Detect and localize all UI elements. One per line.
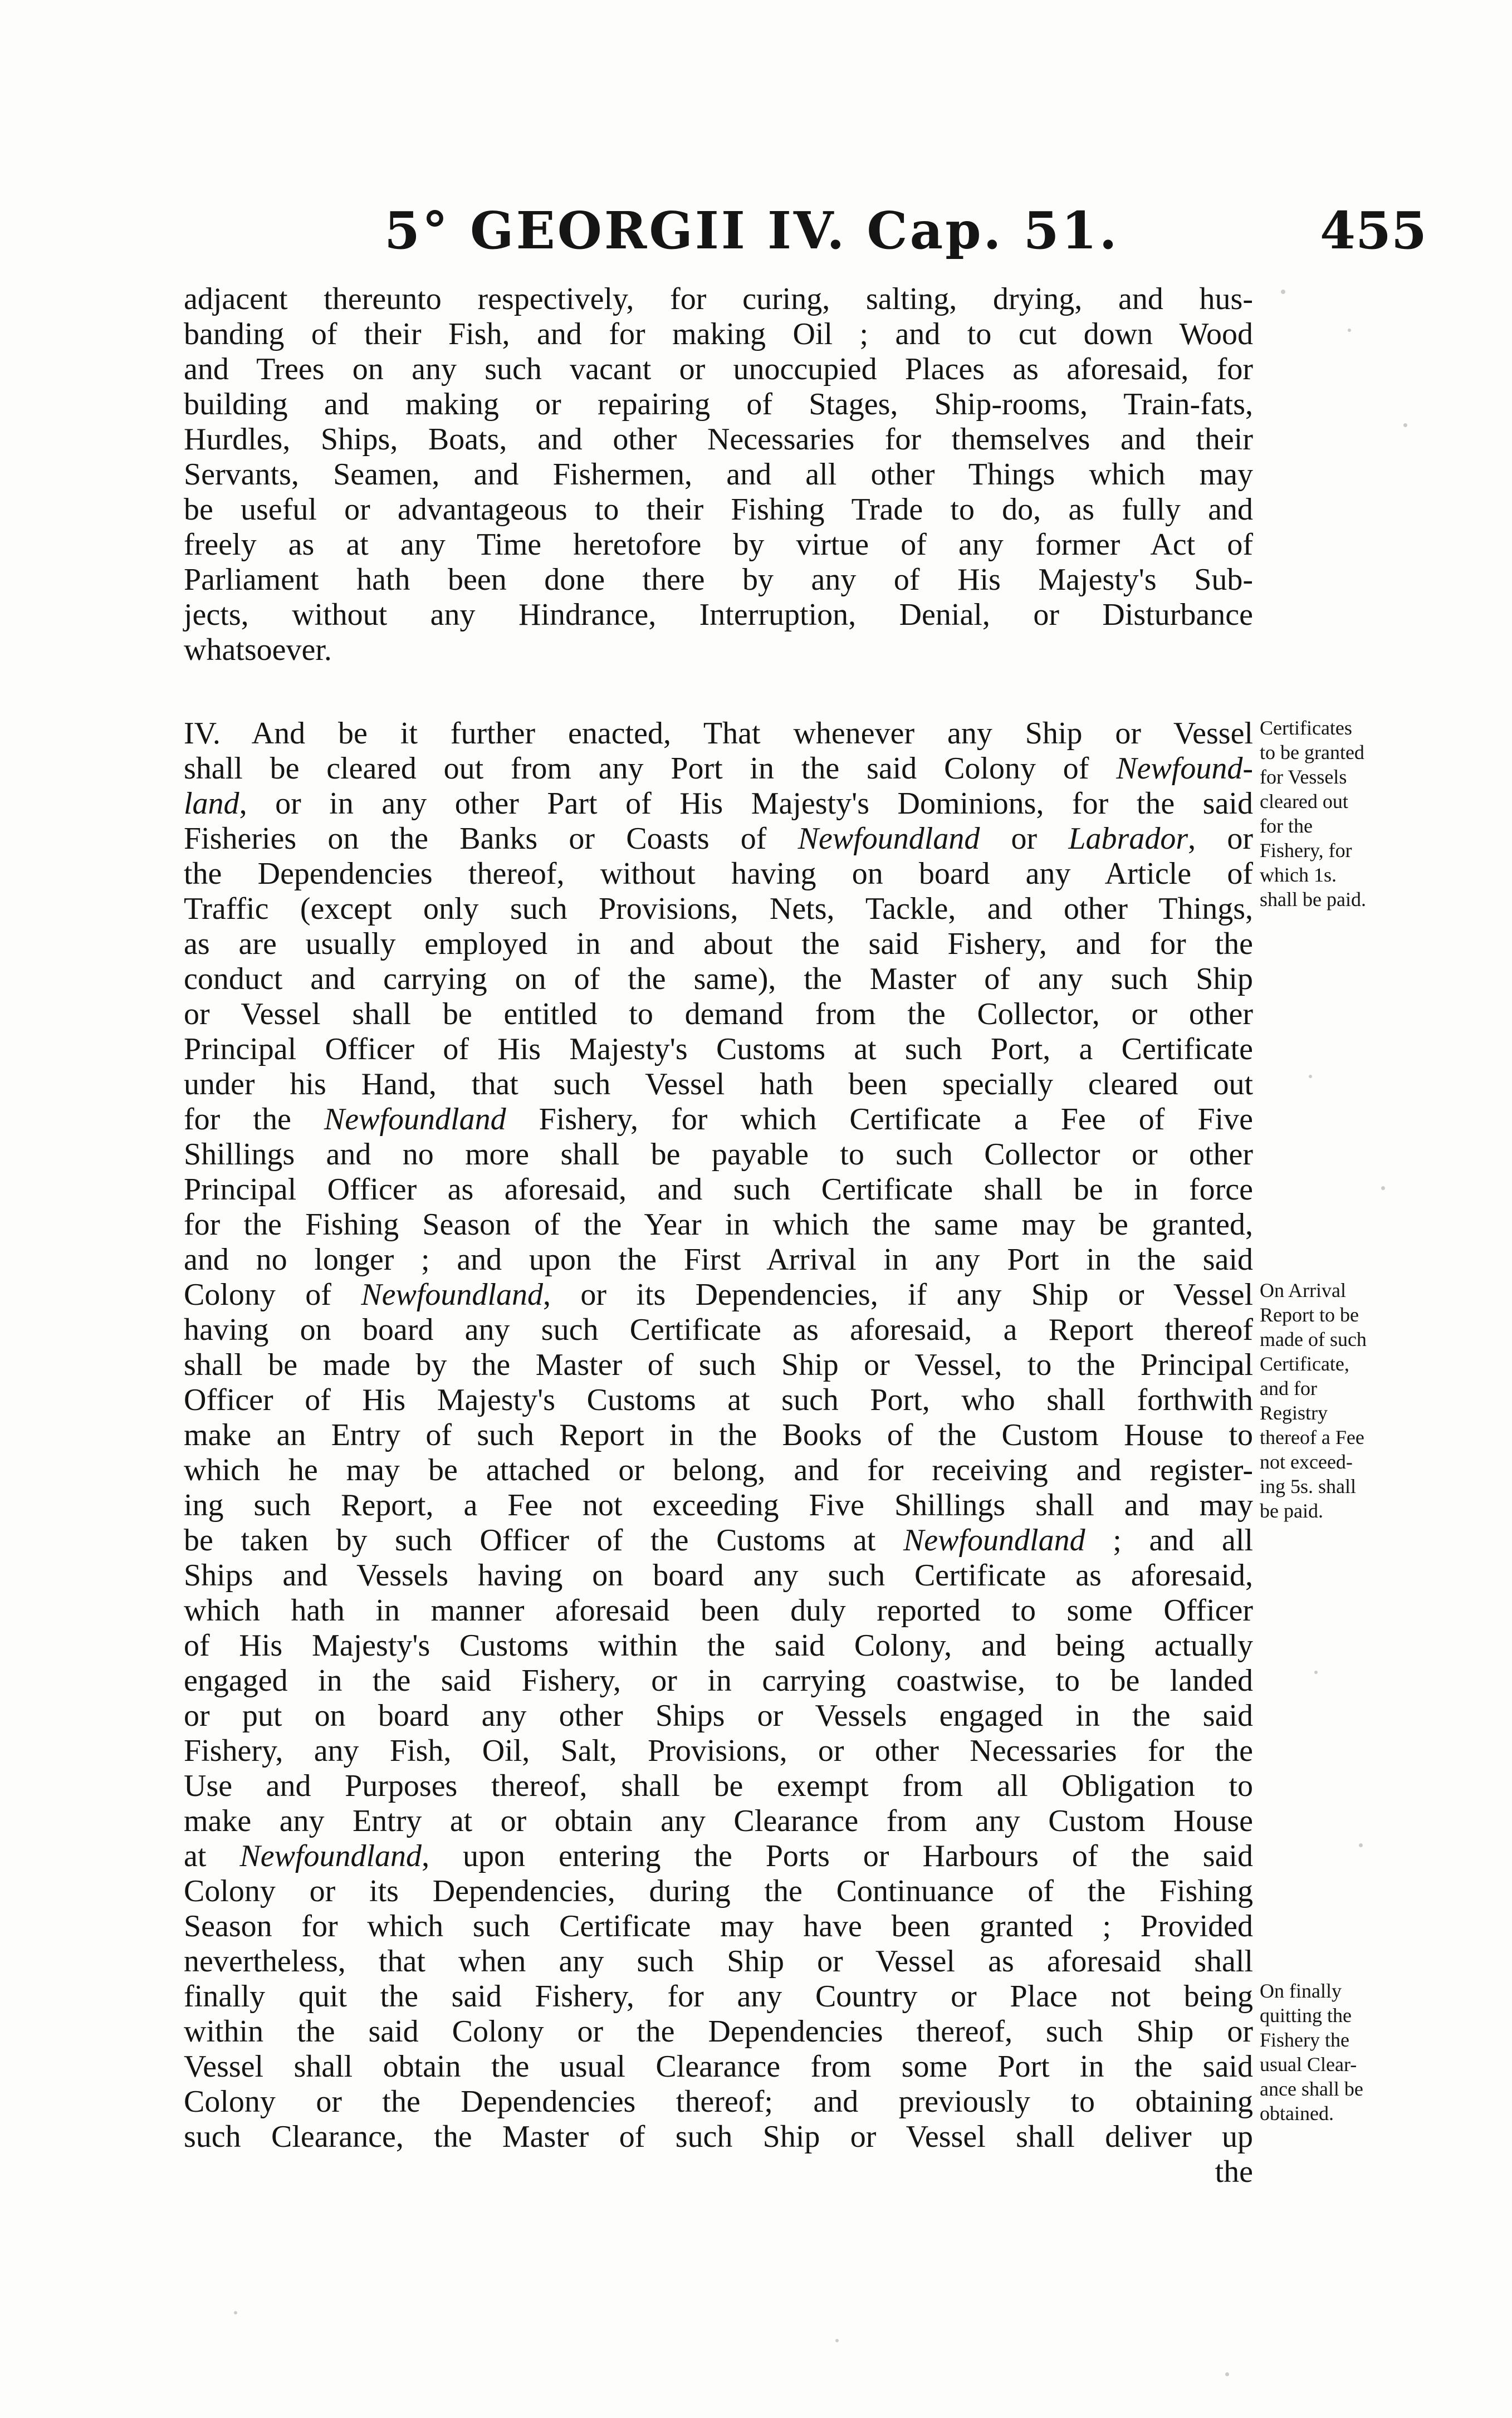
text-line: Fishery, any Fish, Oil, Salt, Provisions, or other Necessaries for the [184,1734,1253,1768]
text-line: freely as at any Time heretofore by virtue of any former Act of [184,527,1253,562]
text-line: and Trees on any such vacant or unoccupied Places as aforesaid, for [184,352,1253,386]
text-line: the Dependencies thereof, without having on board any Article of [184,856,1253,891]
text-line: shall be made by the Master of such Ship or Vessel, to the Principal [184,1348,1253,1382]
text-line: Traffic (except only such Provisions, Nets, Tackle, and other Things, [184,892,1253,926]
margin-note-line: cleared out [1260,790,1348,812]
margin-note-line: be paid. [1260,1500,1323,1522]
margin-note-line: On Arrival [1260,1279,1346,1301]
scan-speckle [1314,1671,1318,1674]
text-line: Season for which such Certificate may have been granted ; Provided [184,1909,1253,1944]
text-line: Servants, Seamen, and Fishermen, and all other Things which may [184,457,1253,492]
text-line: or Vessel shall be entitled to demand from the Collector, or other [184,997,1253,1031]
margin-note-quitting [1260,1979,1438,2126]
scan-speckle [1281,290,1285,294]
text-line: Colony of Newfoundland, or its Dependencies, if any Ship or Vessel [184,1277,1254,1312]
margin-note-line: obtained. [1260,2102,1334,2125]
margin-note-line: Fishery the [1260,2029,1349,2051]
margin-note-arrival [1260,1278,1438,1523]
text-line: whatsoever. [184,633,332,667]
margin-note-line: to be granted [1260,741,1364,763]
text-line: at Newfoundland, upon entering the Ports or Harbours of the said [184,1839,1253,1873]
text-line: adjacent thereunto respectively, for curing, salting, drying, and hus- [184,282,1253,316]
scan-speckle [835,2339,839,2342]
scan-speckle [1359,1843,1363,1847]
text-line: Colony or its Dependencies, during the Continuance of the Fishing [184,1874,1253,1908]
text-line: shall be cleared out from any Port in the said Colony of Newfound- [184,751,1253,786]
text-line: Shillings and no more shall be payable to such Collector or other [184,1137,1253,1172]
text-line: make an Entry of such Report in the Books of the Custom House to [184,1418,1253,1452]
scan-speckle [234,2311,237,2314]
margin-note-line: and for [1260,1377,1317,1399]
text-line: Colony or the Dependencies thereof; and previously to obtaining [184,2084,1253,2119]
scan-speckle [1309,1075,1312,1078]
text-line: Principal Officer as aforesaid, and such Certificate shall be in force [184,1172,1253,1207]
text-line: Officer of His Majesty's Customs at such Port, who shall forthwith [184,1383,1253,1417]
text-line: and no longer ; and upon the First Arrival in any Port in the said [184,1242,1253,1277]
text-line: which hath in manner aforesaid been duly reported to some Officer [184,1593,1253,1628]
margin-note-line: shall be paid. [1260,888,1366,911]
text-line: Parliament hath been done there by any of His Majesty's Sub- [184,562,1253,597]
text-line: building and making or repairing of Stages, Ship-rooms, Train-fats, [184,387,1253,422]
text-line: be taken by such Officer of the Customs at Newfoundland ; and all [184,1523,1254,1558]
margin-note-line: Certificate, [1260,1353,1349,1375]
text-line: Principal Officer of His Majesty's Customs at such Port, a Certificate [184,1032,1253,1066]
text-line: such Clearance, the Master of such Ship or Vessel shall deliver up [184,2120,1253,2154]
scan-speckle [1403,423,1407,427]
scan-speckle [1348,329,1351,332]
text-line: of His Majesty's Customs within the said Colony, and being actually [184,1628,1253,1663]
text-line: land, or in any other Part of His Majesty's Dominions, for the said [184,786,1253,821]
catchword: the [1215,2155,1253,2189]
text-line: for the Fishing Season of the Year in which the same may be granted, [184,1207,1253,1242]
margin-note-line: not exceed- [1260,1451,1353,1473]
margin-note-line: which 1s. [1260,864,1337,886]
text-line: which he may be attached or belong, and for receiving and register- [184,1453,1253,1487]
scan-speckle [1381,1186,1385,1190]
text-line: within the said Colony or the Dependencies thereof, such Ship or [184,2014,1253,2049]
text-line: banding of their Fish, and for making Oil ; and to cut down Wood [184,317,1253,351]
text-line: nevertheless, that when any such Ship or Vessel as aforesaid shall [184,1944,1253,1979]
margin-note-line: ance shall be [1260,2078,1363,2100]
text-line: or put on board any other Ships or Vessels engaged in the said [184,1699,1253,1733]
margin-note-certificates [1260,716,1438,912]
text-line: having on board any such Certificate as aforesaid, a Report thereof [184,1313,1253,1347]
margin-note-line: Fishery, for [1260,839,1352,862]
text-line: Fisheries on the Banks or Coasts of Newfoundland or Labrador, or [184,821,1253,856]
text-line: Vessel shall obtain the usual Clearance from some Port in the said [184,2049,1253,2084]
text-line: as are usually employed in and about the said Fishery, and for the [184,927,1253,961]
margin-note-line: Registry [1260,1402,1328,1424]
margin-note-line: ing 5s. shall [1260,1475,1357,1497]
margin-note-line: usual Clear- [1260,2053,1357,2076]
text-line: under his Hand, that such Vessel hath been specially cleared out [184,1067,1253,1102]
text-line: for the Newfoundland Fishery, for which Certificate a Fee of Five [184,1102,1253,1137]
text-line: Use and Purposes thereof, shall be exempt from all Obligation to [184,1769,1253,1803]
text-line: engaged in the said Fishery, or in carrying coastwise, to be landed [184,1663,1253,1698]
text-line: finally quit the said Fishery, for any Country or Place not being [184,1979,1253,2014]
text-line: make any Entry at or obtain any Clearance from any Custom House [184,1804,1253,1838]
margin-note-line: for the [1260,815,1313,837]
margin-note-line: Certificates [1260,717,1352,739]
text-line: be useful or advantageous to their Fishing Trade to do, as fully and [184,492,1253,527]
text-line: Ships and Vessels having on board any such Certificate as aforesaid, [184,1558,1253,1593]
margin-note-line: Report to be [1260,1304,1359,1326]
margin-note-line: quitting the [1260,2004,1352,2027]
text-line: ing such Report, a Fee not exceeding Five Shillings shall and may [184,1488,1253,1523]
text-line: IV. And be it further enacted, That whenever any Ship or Vessel [184,716,1253,751]
running-head: 5° GEORGII IV. Cap. 51. [384,200,1119,261]
text-line: conduct and carrying on of the same), the Master of any such Ship [184,962,1253,996]
margin-note-line: On finally [1260,1980,1342,2002]
text-line: Hurdles, Ships, Boats, and other Necessaries for themselves and their [184,422,1253,457]
margin-note-line: for Vessels [1260,766,1347,788]
scan-speckle [1225,2372,1229,2376]
margin-note-line: thereof a Fee [1260,1426,1364,1448]
page-number: 455 [1320,200,1427,261]
margin-note-line: made of such [1260,1328,1367,1350]
text-line: jects, without any Hindrance, Interruption, Denial, or Disturbance [184,598,1253,632]
